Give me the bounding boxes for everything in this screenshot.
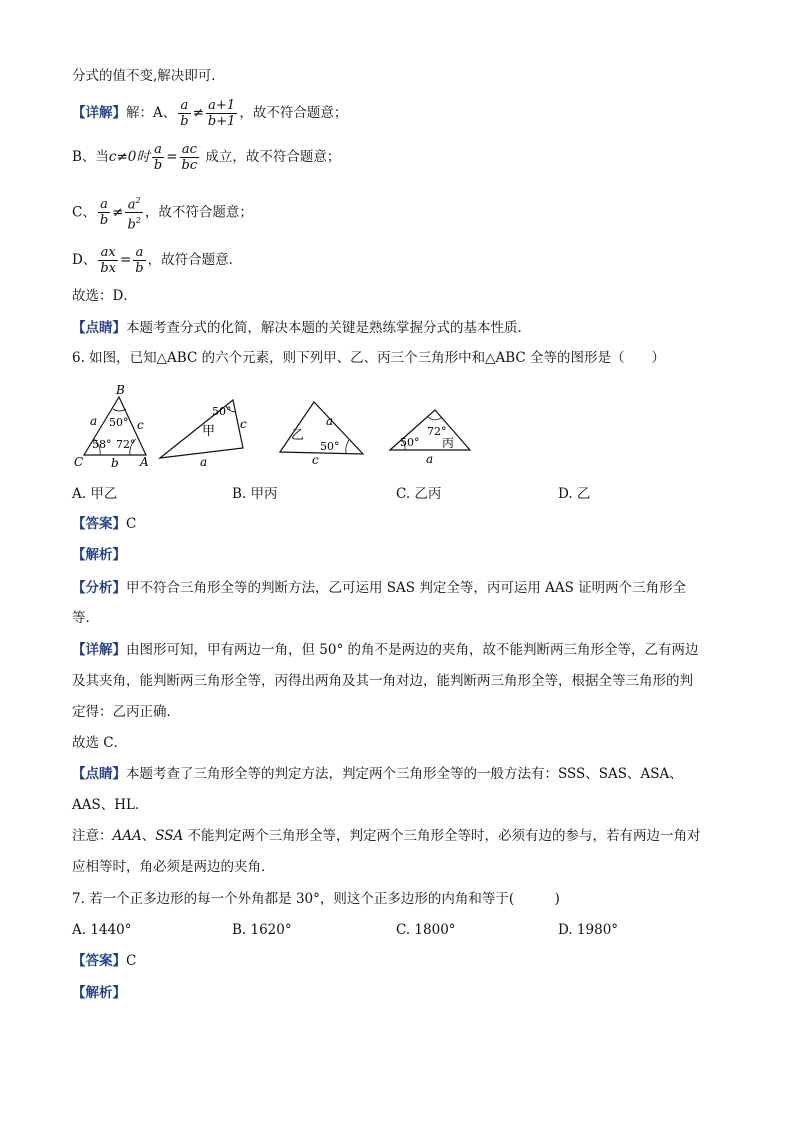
q6-analysis-tag: 【解析】 xyxy=(72,547,126,563)
q7-answer: 【答案】C xyxy=(72,953,137,969)
svg-text:a: a xyxy=(200,455,208,469)
q6-fenxi: 【分析】甲不符合三角形全等的判断方法，乙可运用 SAS 判定全等，丙可运用 AAS 证明两个三角形全 xyxy=(72,580,687,596)
fraction: $\frac{a+1}{b+1}$ xyxy=(207,98,236,129)
note-1: 注意：AAA、SSA 不能判定两个三角形全等，判定两个三角形全等时，必须有边的参与，若有两边一角对 xyxy=(72,828,701,844)
question-6: 6. 如图，已知△ABC 的六个元素，则下列甲、乙、丙三个三角形中和△ABC 全等的图形是（ ） xyxy=(72,350,666,366)
q7-option-d: D. 1980° xyxy=(558,922,619,938)
label-jia: 甲 xyxy=(202,424,216,439)
q6-comment-1: 【点睛】本题考查了三角形全等的判定方法，判定两个三角形全等的一般方法有：SSS、SAS、ASA、 xyxy=(72,766,683,782)
fraction: $\frac{a}{b}$ xyxy=(99,197,109,229)
fraction: $\frac{a}{b}$ xyxy=(135,245,144,276)
comment-line: 【点睛】本题考查分式的化简，解决本题的关键是熟练掌握分式的基本性质． xyxy=(72,320,531,336)
fraction: $\frac{a}{b}$ xyxy=(180,98,189,129)
fraction: $\frac{ac}{bc}$ xyxy=(181,142,198,173)
label-a: a xyxy=(90,414,98,428)
angle-jia: 50° xyxy=(212,405,232,418)
q6-option-c: C. 乙丙 xyxy=(396,486,442,502)
angle-yi: 50° xyxy=(320,440,340,453)
q6-choose: 故选 C． xyxy=(72,735,128,751)
angle-C: 58° xyxy=(92,438,112,451)
svg-text:c: c xyxy=(312,453,319,467)
svg-text:a: a xyxy=(326,414,334,428)
label-C: C xyxy=(74,455,84,469)
detail-tag: 【详解】 xyxy=(72,105,126,121)
label-b: b xyxy=(111,456,119,470)
note-2: 应相等时，角必须是两边的夹角． xyxy=(72,859,275,875)
label-B: B xyxy=(116,383,125,397)
fraction: $\frac{a^2}{b^2}$ xyxy=(125,193,142,233)
angle-bing-72: 72° xyxy=(427,425,447,438)
text-line: 分式的值不变,解决即可． xyxy=(72,68,225,84)
svg-text:c: c xyxy=(240,417,247,431)
detail-line-d: D、 $\frac{ax}{bx}$ = $\frac{a}{b}$ ，故符合题意． xyxy=(72,245,243,276)
q6-comment-2: AAS、HL． xyxy=(72,797,149,813)
angle-B: 50° xyxy=(109,416,129,429)
label-yi: 乙 xyxy=(291,428,305,443)
label-bing: 丙 xyxy=(442,436,455,450)
label-c: c xyxy=(137,418,144,432)
angle-A: 72° xyxy=(116,438,136,451)
svg-text:a: a xyxy=(426,452,434,466)
q6-detail-3: 定得：乙丙正确． xyxy=(72,704,180,720)
fraction: $\frac{ax}{bx}$ xyxy=(100,245,116,276)
q6-fenxi-cont: 等． xyxy=(72,610,99,626)
choice-line: 故选：D． xyxy=(72,288,137,304)
q6-detail-1: 【详解】由图形可知，甲有两边一角，但 50° 的角不是两边的夹角，故不能判断两三角形全等，乙有两边 xyxy=(72,642,699,658)
q7-option-a: A. 1440° xyxy=(72,922,132,938)
q7-option-b: B. 1620° xyxy=(232,922,292,938)
triangle-figure xyxy=(60,380,480,470)
q7-option-c: C. 1800° xyxy=(396,922,456,938)
q6-answer: 【答案】C xyxy=(72,516,137,532)
q6-option-d: D. 乙 xyxy=(558,486,591,502)
detail-line-c: C、 $\frac{a}{b}$ ≠ $\frac{a^2}{b^2}$ ，故不符合题意； xyxy=(72,193,253,233)
q6-option-a: A. 甲乙 xyxy=(72,486,118,502)
fraction: $\frac{a}{b}$ xyxy=(153,142,163,173)
detail-line-a: 【详解】解：A、 $\frac{a}{b}$ ≠ $\frac{a+1}{b+1}$ ，故不符合题意； xyxy=(72,98,348,129)
question-7: 7. 若一个正多边形的每一个外角都是 30°，则这个正多边形的内角和等于( ) xyxy=(72,891,560,907)
q6-detail-2: 及其夹角，能判断两三角形全等，丙得出两角及其一角对边，能判断两三角形全等，根据全等三角形的判 xyxy=(72,673,693,689)
detail-line-b: B、当c≠0时 $\frac{a}{b}$ = $\frac{ac}{bc}$ 成立，故不符合题意； xyxy=(72,142,341,173)
label-A: A xyxy=(140,455,149,469)
angle-bing-50: 50° xyxy=(400,436,420,449)
q6-option-b: B. 甲丙 xyxy=(232,486,278,502)
q7-analysis-tag: 【解析】 xyxy=(72,985,126,1001)
